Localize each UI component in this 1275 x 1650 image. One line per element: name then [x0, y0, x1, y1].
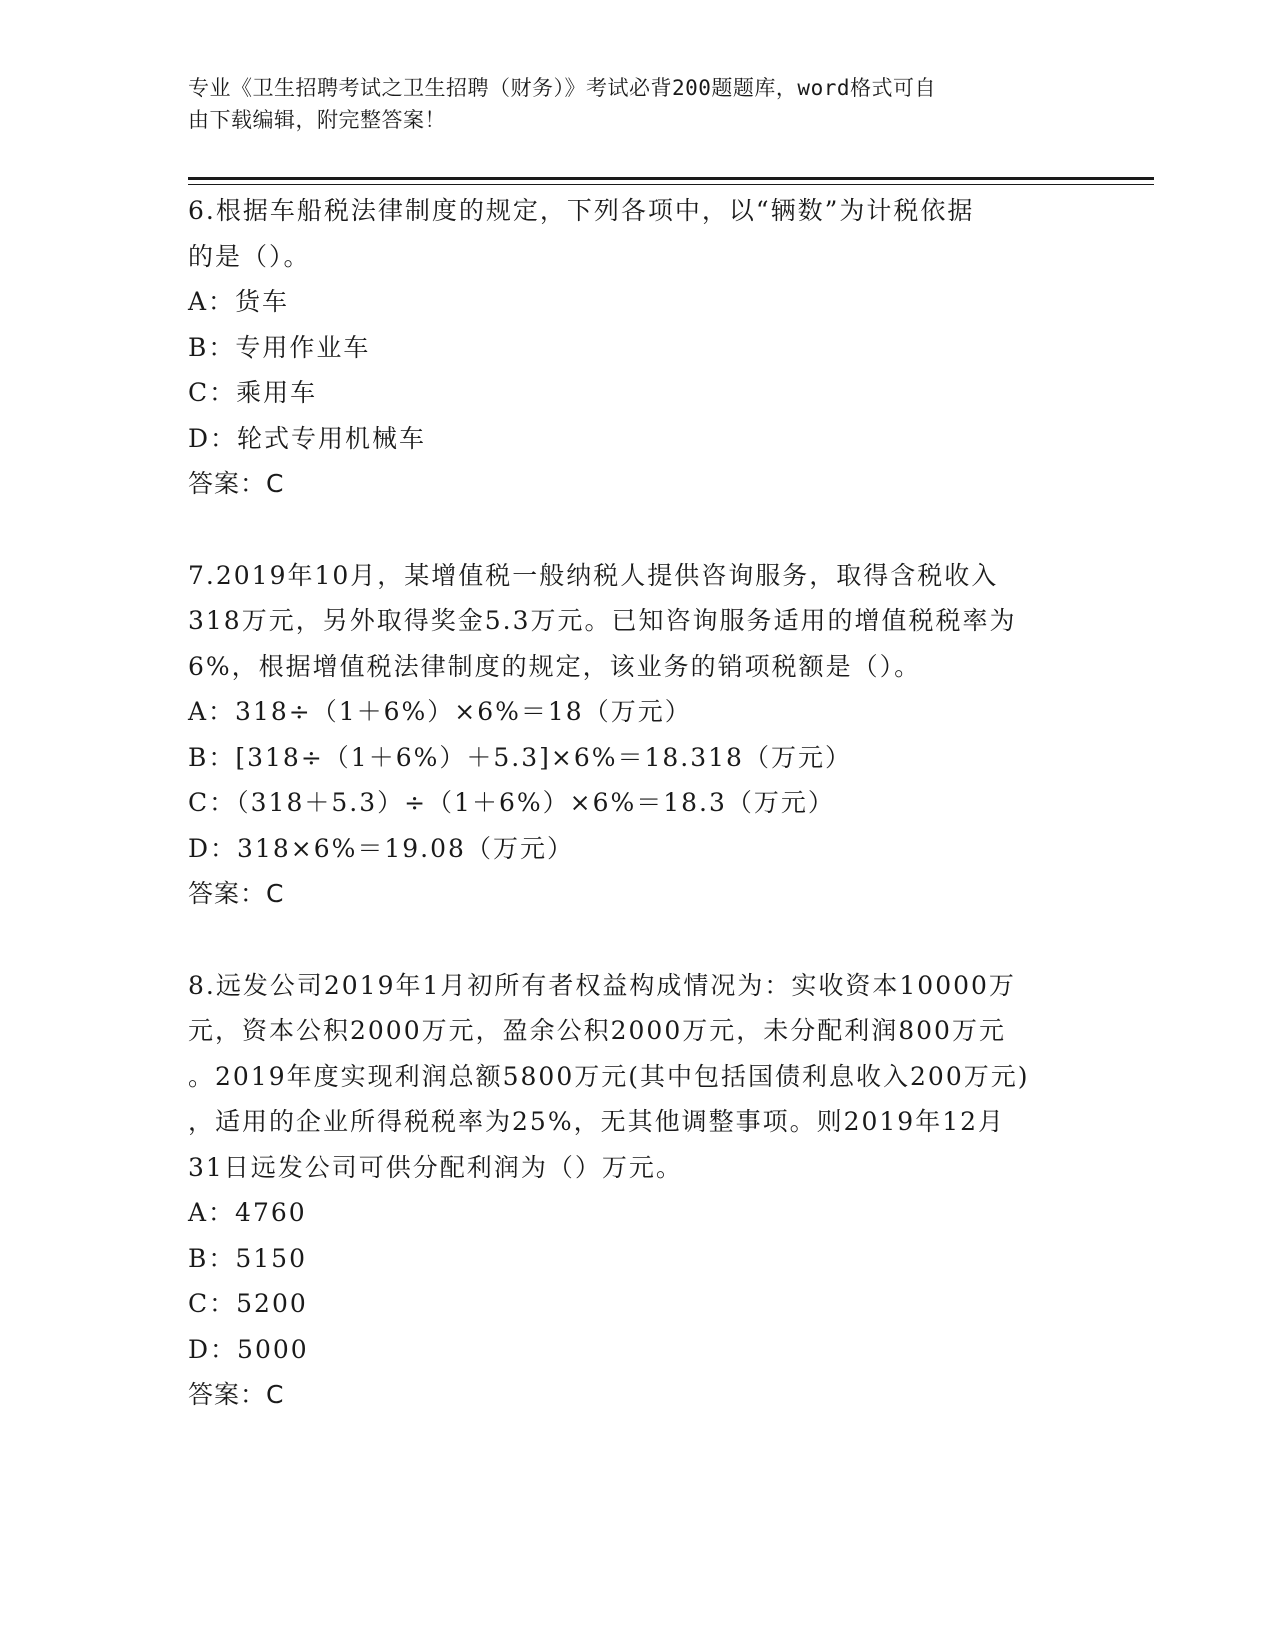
question-7-option-c: C：（318＋5.3）÷（1＋6%）×6%＝18.3（万元）	[188, 788, 835, 817]
document-header	[188, 72, 1068, 136]
question-7-option-d: D：318×6%＝19.08（万元）	[188, 833, 574, 863]
question-7-option-a: A：318÷（1＋6%）×6%＝18（万元）	[188, 697, 692, 726]
header-divider-thick	[188, 177, 1154, 180]
question-8-line-2: 元，资本公积2000万元，盈余公积2000万元，未分配利润800万元	[188, 1016, 1006, 1045]
question-7-line-2: 318万元，另外取得奖金5.3万元。已知咨询服务适用的增值税税率为	[188, 606, 1017, 635]
question-7-answer: 答案：C	[188, 879, 285, 908]
question-8-option-a: A：4760	[188, 1198, 307, 1227]
question-6-line-2: 的是（）。	[188, 241, 311, 271]
spacer	[188, 507, 1088, 553]
question-6-line-1: 6.根据车船税法律制度的规定，下列各项中，以“辆数”为计税依据	[188, 196, 975, 225]
question-8-line-1: 8.远发公司2019年1月初所有者权益构成情况为：实收资本10000万	[188, 970, 1016, 1000]
question-6-option-c: C：乘用车	[188, 378, 318, 407]
question-6-answer: 答案：C	[188, 469, 285, 498]
question-list	[188, 188, 1088, 1418]
header-divider-thin	[188, 184, 1154, 185]
question-8-answer: 答案：C	[188, 1380, 285, 1409]
question-8-line-4: ，适用的企业所得税税率为25%，无其他调整事项。则2019年12月	[188, 1107, 1006, 1136]
question-8	[188, 963, 1088, 1418]
question-7-line-1: 7.2019年10月，某增值税一般纳税人提供咨询服务，取得含税收入	[188, 560, 999, 590]
question-6-option-b: B：专用作业车	[188, 332, 371, 362]
question-6-option-a: A：货车	[188, 287, 290, 316]
question-8-option-d: D：5000	[188, 1334, 309, 1364]
question-7-option-b: B：[318÷（1＋6%）＋5.3]×6%＝18.318（万元）	[188, 742, 852, 772]
header-line-1: 专业《卫生招聘考试之卫生招聘（财务）》考试必背200题题库，word格式可自	[188, 76, 936, 100]
question-8-option-b: B：5150	[188, 1243, 307, 1273]
question-6-option-d: D：轮式专用机械车	[188, 423, 427, 453]
spacer	[188, 917, 1088, 963]
header-line-2: 由下载编辑，附完整答案！	[188, 108, 446, 132]
question-6	[188, 188, 1088, 507]
question-8-line-3: 。2019年度实现利润总额5800万元(其中包括国债利息收入200万元)	[188, 1061, 1030, 1091]
question-8-option-c: C：5200	[188, 1289, 308, 1318]
question-7	[188, 553, 1088, 917]
question-7-line-3: 6%，根据增值税法律制度的规定，该业务的销项税额是（）。	[188, 651, 922, 681]
question-8-line-5: 31日远发公司可供分配利润为（）万元。	[188, 1152, 683, 1182]
